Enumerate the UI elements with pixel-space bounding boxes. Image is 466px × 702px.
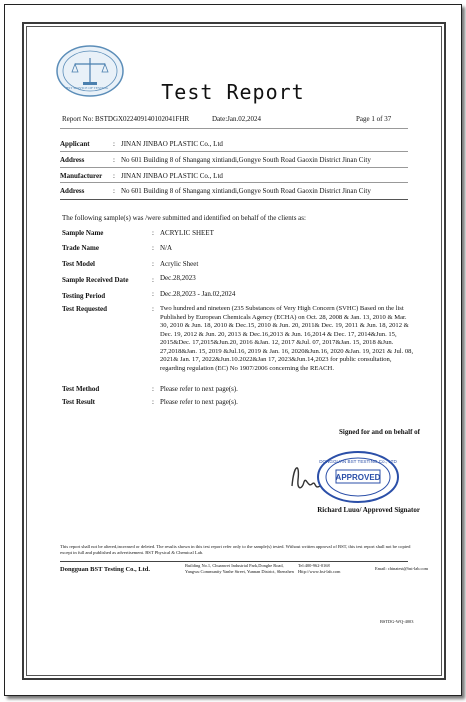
test-method-label: Test Method xyxy=(62,385,100,393)
signed-for-text: Signed for and on behalf of xyxy=(339,428,420,436)
testing-period-value: Dec.28,2023 - Jan.02,2024 xyxy=(160,290,236,298)
disclaimer-text: This report shall not be altered,increased or deleted. The results shown in this test report refer only to the sample(s) tested. Without written approval of BST, this test report shall not be copied except in full and published as advertisement. BST Physical & Chemical Lab. xyxy=(60,544,411,555)
trade-name-value: N/A xyxy=(160,244,173,252)
form-code: BSTDG-WQ-4003 xyxy=(380,619,414,624)
test-model-value: Acrylic Sheet xyxy=(160,260,199,268)
test-result-value: Please refer to next page(s). xyxy=(160,398,238,406)
footer-address: Building No.1, Chuanwei Industrial Park,Donghe Road, Yangwu Community Yanhe Street, Yunnan District, Shenzhen xyxy=(185,563,294,574)
trade-name-label: Trade Name xyxy=(62,244,99,252)
manufacturer-label: Manufacturer xyxy=(60,172,103,180)
test-requested-label: Test Requested xyxy=(62,305,108,313)
test-method-value: Please refer to next page(s). xyxy=(160,385,238,393)
applicant-label: Applicant xyxy=(60,140,90,148)
manufacturer-value: JINAN JINBAO PLASTIC Co., Ltd xyxy=(121,172,223,180)
manufacturer-address-label: Address xyxy=(60,187,85,195)
signer-name: Richard Luuo/ Approved Signator xyxy=(317,506,420,514)
approval-stamp xyxy=(286,450,406,506)
footer-contact: Tel:400-962-0168 Http://www.bst-lab.com xyxy=(298,563,341,574)
footer-email: Email: chinatest@bst-lab.com xyxy=(375,566,429,571)
received-date-label: Sample Received Date xyxy=(62,276,129,284)
logo-caption: BST SERVICE OF TESTING xyxy=(66,86,109,90)
manufacturer-address-value: No 601 Building 8 of Shangang xintiandi,Gongye South Road Gaoxin District Jinan City xyxy=(121,187,371,195)
test-result-label: Test Result xyxy=(62,398,95,406)
applicant-address-label: Address xyxy=(60,156,85,164)
applicant-value: JINAN JINBAO PLASTIC Co., Ltd xyxy=(121,140,223,148)
applicant-address-value: No 601 Building 8 of Shangang xintiandi,Gongye South Road Gaoxin District Jinan City xyxy=(121,156,371,164)
svg-text:DONGGUAN BST TESTING Co., LTD: DONGGUAN BST TESTING Co., LTD xyxy=(319,459,397,464)
page-number: Page 1 of 37 xyxy=(356,115,392,123)
divider xyxy=(60,128,408,129)
svg-text:APPROVED: APPROVED xyxy=(335,473,381,482)
sample-name-label: Sample Name xyxy=(62,229,104,237)
intro-text: The following sample(s) was /were submitted and identified on behalf of the clients as: xyxy=(62,214,306,222)
page-title: Test Report xyxy=(161,80,305,104)
testing-period-label: Testing Period xyxy=(62,292,106,300)
received-date-value: Dec.28,2023 xyxy=(160,274,196,282)
test-model-label: Test Model xyxy=(62,260,95,268)
report-date: Date:Jan.02,2024 xyxy=(212,115,261,123)
sample-name-value: ACRYLIC SHEET xyxy=(160,229,214,237)
report-number: Report No: BSTDGX022409140102041FHR xyxy=(62,115,190,123)
footer-company: Dongguan BST Testing Co., Ltd. xyxy=(60,566,151,573)
test-requested-value: Two hundred and nineteen (235 Substances of Very High Concern (SVHC) Based on the list Published by European Chemicals Agency (ECHA) on Oct. 28, 2008 & Jan. 13, 2010 & Mar. 30, 2010 & Jun. 18, 2010 & Dec.15, 2010 & Jun. 20, 2011& Dec. 19, 2011 & Jun. 18, 2012 & Dec. 19, 2012 & Jun. 20, 2013 & Dec.16,2013 & Jun. 16,2014 & Dec. 17, 2014&Jun. 15, 2015&Dec. 17,2015&Jun.20, 2016 &Jan. 12, 2017 &Jul. 07, 2017&Jan. 15, 2018 &Jun. 27,2018&Jan. 15, 2019 &Jul.16, 2019 & Jan. 16, 2020&Jun.16, 2020 &Jan. 19, 2021 & Jul. 08, 2021& Jan. 17, 2022&Jun.10.2022&Jan 17, 2023&Jun.14,2023 for public consultation, regarding regulation (EC) No 1907/2006 concerning the REACH. xyxy=(160,305,414,372)
